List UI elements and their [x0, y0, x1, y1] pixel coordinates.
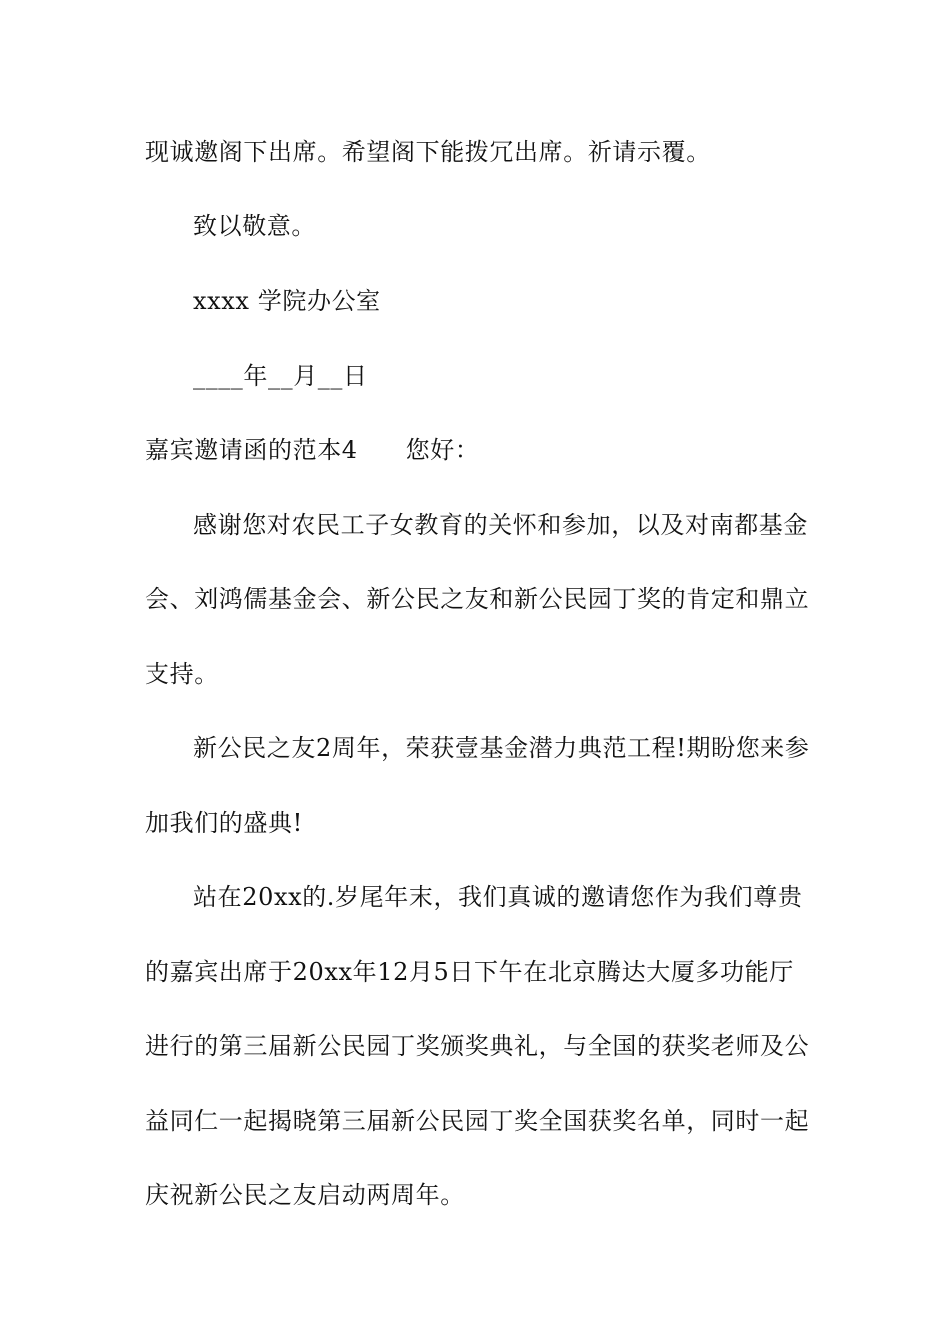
paragraph-line: 进行的第三届新公民园丁奖颁奖典礼，与全国的获奖老师及公: [145, 1032, 810, 1060]
section-heading: 嘉宾邀请函的范本4: [145, 436, 358, 464]
paragraph-line: 感谢您对农民工子女教育的关怀和参加，以及对南都基金: [193, 511, 808, 539]
paragraph-line: 庆祝新公民之友启动两周年。: [145, 1181, 465, 1209]
paragraph-line: 现诚邀阁下出席。希望阁下能拨冗出席。祈请示覆。: [145, 138, 711, 166]
section-heading-row: [145, 435, 479, 465]
paragraph-line: 新公民之友2周年，荣获壹基金潜力典范工程!期盼您来参: [193, 734, 810, 762]
paragraph-line: 的嘉宾出席于20xx年12月5日下午在北京腾达大厦多功能厅: [145, 958, 794, 986]
paragraph-line: 支持。: [145, 660, 219, 688]
greeting: 您好：: [405, 436, 480, 464]
date-line: ____年__月__日: [193, 362, 368, 390]
sender-office: xxxx 学院办公室: [193, 287, 381, 315]
paragraph-line: 益同仁一起揭晓第三届新公民园丁奖全国获奖名单，同时一起: [145, 1107, 810, 1135]
paragraph-line: 会、刘鸿儒基金会、新公民之友和新公民园丁奖的肯定和鼎立: [145, 585, 810, 613]
paragraph-line: 加我们的盛典!: [145, 809, 303, 837]
closing-regards: 致以敬意。: [193, 212, 316, 240]
paragraph-line: 站在20xx的.岁尾年末，我们真诚的邀请您作为我们尊贵: [193, 883, 803, 911]
